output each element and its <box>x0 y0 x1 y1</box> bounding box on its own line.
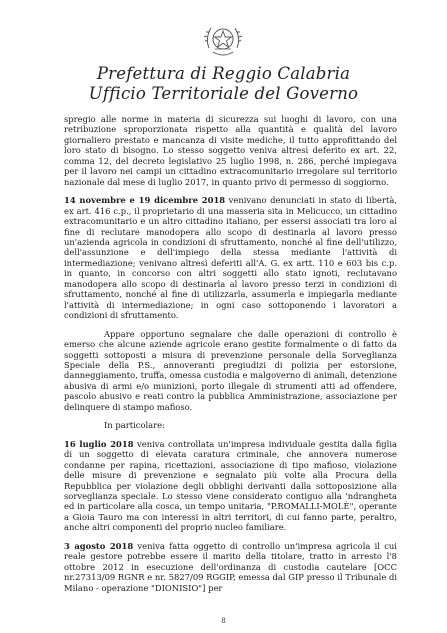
event-date: 3 agosto 2018 <box>64 540 134 551</box>
office-subtitle: Ufficio Territoriale del Governo <box>88 84 359 103</box>
event-date: 14 novembre e 19 dicembre 2018 <box>64 195 226 206</box>
event-text: venivano denunciati in stato di libertà, ex art. 416 c.p., il proprietario di una masseria sita in Melicucco, un cittadino extracomunitario e un altro cittadino italiano, per essersi associati tra loro al fine di reclutare manodopera allo scopo di destinarla al lavoro presso un'azienda agricola in condizioni di sfruttamento, nonché al fine dell'utilizzo, dell'assunzione e dell'impiego della stessa mediante l'attività di intermediazione; venivano altresì deferiti all'A. G. ex artt. 110 e 603 bis c.p. in quanto, in concorso con altri soggetti allo stato ignoti, reclutavano manodopera allo scopo di destinarla al lavoro presso terzi in condizioni di sfruttamento, nonché al fine di utilizzarla, assumerla e impiegarla mediante l'attività di intermediazione; in ogni caso sottoponendo i lavoratori a condizioni di sfruttamento. <box>64 195 397 321</box>
document-body <box>64 114 397 601</box>
republic-emblem-icon <box>201 18 245 62</box>
body-paragraph <box>64 195 397 320</box>
prefecture-title: Prefettura di Reggio Calabria <box>96 64 351 83</box>
body-paragraph <box>64 541 397 593</box>
page-number: 8 <box>221 617 226 625</box>
body-paragraph: In particolare: <box>104 420 165 431</box>
body-paragraph <box>64 439 397 533</box>
body-paragraph: spregio alle norme in materia di sicurezza sui luoghi di lavoro, con una retribuzione sproporzionata rispetto alla quantità e qualità del lavoro giornaliero prestato e mancanza di visite mediche, il tutto approfittando del loro stato di bisogno. Lo stesso soggetto veniva altresì deferito ex art. 22, comma 12, del decreto legislativo 25 luglio 1998, n. 286, perché impiegava per il lavoro nei campi un cittadino extracomunitario irregolare sul territorio nazionale dal mese di luglio 2017, in quanto privo di permesso di soggiorno. <box>64 114 397 187</box>
event-text: veniva fatta oggetto di controllo un'impresa agricola il cui reale gestore potrebbe essere il marito della titolare, tratto in arresto l'8 ottobre 2012 in esecuzione dell'ordinanza di custodia cautelare [OCC nr.27313/09 RGNR e nr. 5827/09 RGGIP, emessa dal GIP presso il Tribunale di Milano - operazione "DIONISIO"] per <box>64 540 397 593</box>
event-date: 16 luglio 2018 <box>64 438 134 449</box>
event-text: veniva controllata un'impresa individuale gestita dalla figlia di un soggetto di elevata caratura criminale, che annovera numerose condanne per rapina, ricettazioni, associazione di tipo mafioso, violazione delle misure di prevenzione e segnalato più volte alla Procura della Repubblica per violazione degli obblighi derivanti dalla sottoposizione alla sorveglianza speciale. Lo stesso viene considerato contiguo alla 'ndrangheta ed in particolare alla cosca, un tempo unitaria, "P.ROMALLI-MOLÈ", operante a Gioia Tauro ma con interessi in altri territori, di cui fanno parte, peraltro, anche altri componenti del proprio nucleo familiare. <box>64 438 397 533</box>
body-paragraph: Appare opportuno segnalare che dalle operazioni di controllo è emerso che alcune aziende agricole erano gestite formalmente o di fatto da soggetti sottoposti a misura di prevenzione personale della Sorveglianza Speciale della P.S., annoveranti pregiudizi di polizia per estorsione, danneggiamento, truffa, omessa custodia e malgoverno di animali, detenzione abusiva di armi e/o munizioni, porto illegale di strumenti atti ad offendere, pascolo abusivo e reati contro la pubblica Amministrazione, associazione per delinquere di stampo mafioso. <box>64 328 397 412</box>
